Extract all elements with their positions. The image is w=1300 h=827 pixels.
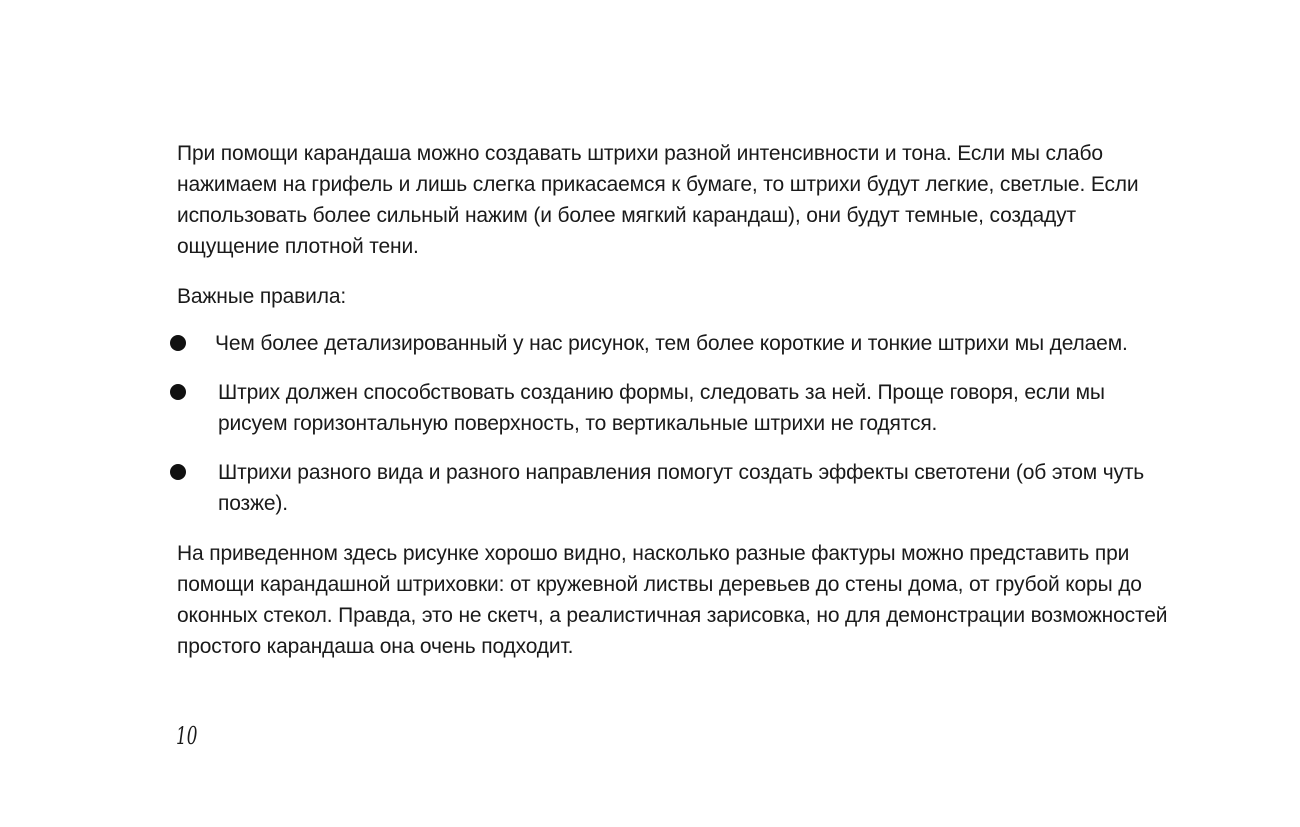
bullet-dot-icon — [170, 384, 186, 400]
bullet-dot-icon — [170, 335, 186, 351]
bullet-dot-icon — [170, 464, 186, 480]
list-item-text: Штрихи разного вида и разного направления помогут создать эффекты светотени (об этом чуть позже). — [218, 461, 1145, 515]
list-item — [168, 457, 1178, 519]
rules-heading: Важные правила: — [177, 285, 347, 308]
closing-paragraph: На приведенном здесь рисунке хорошо видно, насколько разные фактуры можно представить при помощи карандашной штриховки: от кружевной листвы деревьев до стены дома, от грубой коры до оконных стекол. Правда, это не скетч, а реалистичная зарисовка, но для демонстрации возможностей простого карандаша она очень подходит. — [177, 542, 1168, 658]
rules-list — [168, 328, 1178, 537]
list-item-text: Штрих должен способствовать созданию формы, следовать за ней. Проще говоря, если мы рисуем горизонтальную поверхность, то вертикальные штрихи не годятся. — [218, 381, 1105, 435]
intro-paragraph: При помощи карандаша можно создавать штрихи разной интенсивности и тона. Если мы слабо нажимаем на грифель и лишь слегка прикасаемся к бумаге, то штрихи будут легкие, светлые. Если использовать более сильный нажим (и более мягкий карандаш), они будут темные, создадут ощущение плотной тени. — [177, 142, 1139, 258]
list-item-text: Чем более детализированный у нас рисунок, тем более короткие и тонкие штрихи мы делаем. — [215, 332, 1128, 355]
page-number: 10 — [176, 722, 198, 750]
list-item — [168, 377, 1178, 439]
list-item — [168, 328, 1178, 359]
